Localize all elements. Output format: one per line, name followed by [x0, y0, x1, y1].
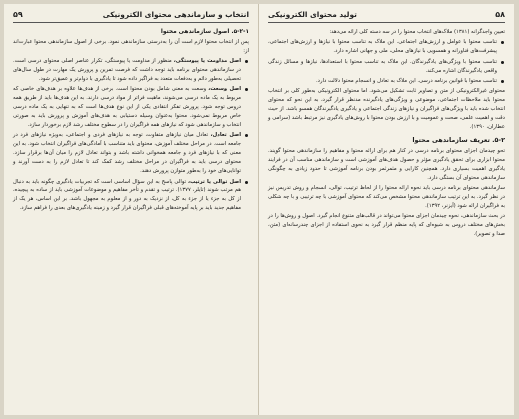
left-running-header	[13, 10, 249, 23]
principle-label: اصل تعادل،	[210, 132, 241, 139]
principle-item	[13, 85, 241, 130]
right-running-header	[268, 10, 505, 23]
right-intro: تعیین واجدگرانه (۱۳۸۱) ملاک‌های انتخاب محتوا را در سه دسته کلی ارائه می‌دهد:	[329, 29, 505, 35]
principle-item	[13, 178, 241, 214]
subsection-title: ۵-۲-۱. اصول سازماندهی محتوا	[160, 29, 249, 35]
principle-item	[13, 57, 241, 84]
right-page-body	[268, 28, 505, 239]
right-header-title: تولید محتوای الکترونیکی	[268, 10, 357, 19]
principle-label: اصل مداومت یا پیوستگی،	[173, 58, 241, 65]
principle-text: منظور از مداومت یا پیوستگی، تکرار عناصر اصلی محتوای درسی است. در سازماندهی محتوای برنامه باید توجه داشت که فرصت تمرین و پرورش یک مهارت در طول سال‌های تحصیلی به‌طور دائم و به‌دفعات متعدد به فراگیر داده شود تا یادگیری با دوام‌تر و عمیق‌تر شود.	[13, 58, 241, 83]
right-paragraph: محتوای غیرالکترونیکی از متن و تصاویر ثابت تشکیل می‌شود. اما محتوای الکترونیکی به‌طور کلی بر انتخاب محتوا باید ملاحظات اجتماعی، موضوعی و ویژگی‌های یادگیرنده مدنظر قرار گیرد، به این نحو که محتوای انتخاب شده باید با ویژگی‌های فراگیران و نیازهای زندگی اجتماعی و یادگیری یادگیرندگان همسو باشد. از حیث دقت و اهمیت علمی، صحت و عمومیت و با ارزش بودن محتوا با روش‌های یادگیری نیز مرتبط باشد (سرامی و عطاران، ۱۳۹۰).	[268, 88, 505, 131]
right-page	[259, 4, 514, 415]
right-paragraph: تحو چیدمان اجزای محتوای برنامه درسی در کنار هم برای ارائه محتوا و مفاهیم را سازماندهی محتوا گویند. محتوا ابزاری برای تحقق یادگیری مؤثر و حصول هدف‌های آموزشی است و سازماندهی مناسب آن در فرایند یادگیری اهمیت بسیاری دارد. همچنین کارایی و مثمرثمر بودن برنامه آموزشی تا حدود زیادی به چگونگی سازماندهی محتوای آن بستگی دارد.	[268, 147, 505, 181]
principle-label: اصل وسعت،	[208, 86, 241, 93]
criterion-item: تناسب محتوا با عوامل و ارزش‌های اجتماعی. این ملاک به تناسب محتوا با نیازها و ارزش‌های اجتماعی، پیشرفت‌های فناورانه و همسویی با نیازهای محلی، ملی و جهانی اشاره دارد.	[268, 39, 497, 55]
book-spread	[4, 4, 515, 415]
left-header-title: انتخاب و سازماندهی محتوای الکترونیکی	[102, 10, 249, 19]
right-page-number: ۵۸	[495, 10, 505, 19]
left-page-body	[13, 28, 249, 213]
criterion-item: تناسب محتوا با ویژگی‌های یادگیرندگان. این ملاک به تناسب محتوا با استعدادها، نیازها و مسائل زندگی واقعی یادگیرندگان اشاره می‌کند.	[268, 58, 497, 74]
principle-text: تعادل میان نیازهای متفاوت، توجه به نیازهای فردی و اجتماعی، به‌ویژه نیازهای فرد در جامعه است. در مراحل مختلف آموزش، محتوای باید متناسب با آمادگی‌های فراگیران انتخاب شود. به این معنی که با نیازهای فرد و جامعه همخوانی داشته باشد و بتواند تعادل لازم را میان آن‌ها برقرار سازد. محتوای درسی باید به فراگیران در مراحل مختلف رشد کمک کند تا تعادل لازم را به دست آورند و توانایی‌های خود را به‌طور متوازن پرورش دهند.	[13, 132, 241, 175]
right-paragraph: در بحث سازماندهی، نحوه چیدمان اجزای محتوا می‌تواند در قالب‌های متنوع انجام گیرد. اصول و روش‌ها را در بخش‌های مختلف دروس به شیوه‌ای که پایه منظم قرار گیرد به نحوی استفاده از اجزای چندرسانه‌ای (متن، صدا و تصویر).	[268, 213, 505, 238]
criterion-item: تناسب محتوا با قوانین برنامه درسی. این ملاک به تعادل و انسجام محتوا دلالت دارد.	[268, 77, 497, 86]
right-paragraph: سازماندهی محتوای برنامه درسی باید نحوه ارائه محتوا را از لحاظ ترتیب، توالی، انسجام و روش تدریس نیز در نظر گیرد. به این ترتیب سازماندهی محتوا مشخص می‌کند که محتوای آموزشی با چه ترتیبی و با چه شکلی به فراگیران ارائه شود (آیزنر، ۱۳۹۲).	[268, 185, 505, 209]
principle-text: توالی پاسخ به این سؤال اساسی است که تجربیات یادگیری چگونه باید به دنبال هم مرتب شوند (تایلر، ۱۳۷۷). ترتیب و تقدم و تأخر مفاهیم و موضوعات آموزشی باید از ساده به پیچیده، از کل به جزء یا از جزء به کل، از نزدیک به دور و از معلوم به مجهول باشد. بر این اساس، هر یک از مفاهیم جدید باید بر پایه آموخته‌های قبلی فراگیران قرار گیرد و زمینه یادگیری‌های بعدی را فراهم سازد.	[13, 178, 241, 212]
principle-label: اصل توالی یا ترتیب،	[187, 178, 242, 185]
left-intro: پس از انتخاب محتوا لازم است آن را به‌درستی سازماندهی نمود. برخی از اصول سازماندهی محتوا عبارت‌اند از:	[13, 38, 249, 54]
left-page	[4, 4, 259, 415]
principles-list	[13, 57, 249, 213]
principle-item	[13, 131, 241, 176]
section-title: ۵-۲. تعریف سازماندهی محتوا	[412, 135, 505, 144]
left-page-number: ۵۹	[13, 10, 23, 19]
principle-text: وسعت به معنی شامل بودن محتوا است. برخی از هدف‌ها علاوه بر هدف‌های خاصی که مربوط به یک ماده درسی می‌شوند، ماهیت فراتر از مواد درسی دارند. به این هدف‌ها باید از طریق همه دروس توجه شود. پرورش تفکر انتقادی یکی از این نوع هدف‌ها است که به تنهایی به یک ماده درسی خاص مربوط نمی‌شود. محتوا به‌عنوان وسیله دستیابی به هدف‌های آموزش و پرورش باید به صورتی انتخاب و سازماندهی شود که نیازهای همه فراگیران را در سطوح مختلف رشد لازم برخوردار سازد.	[13, 86, 241, 129]
criteria-list	[268, 38, 505, 86]
